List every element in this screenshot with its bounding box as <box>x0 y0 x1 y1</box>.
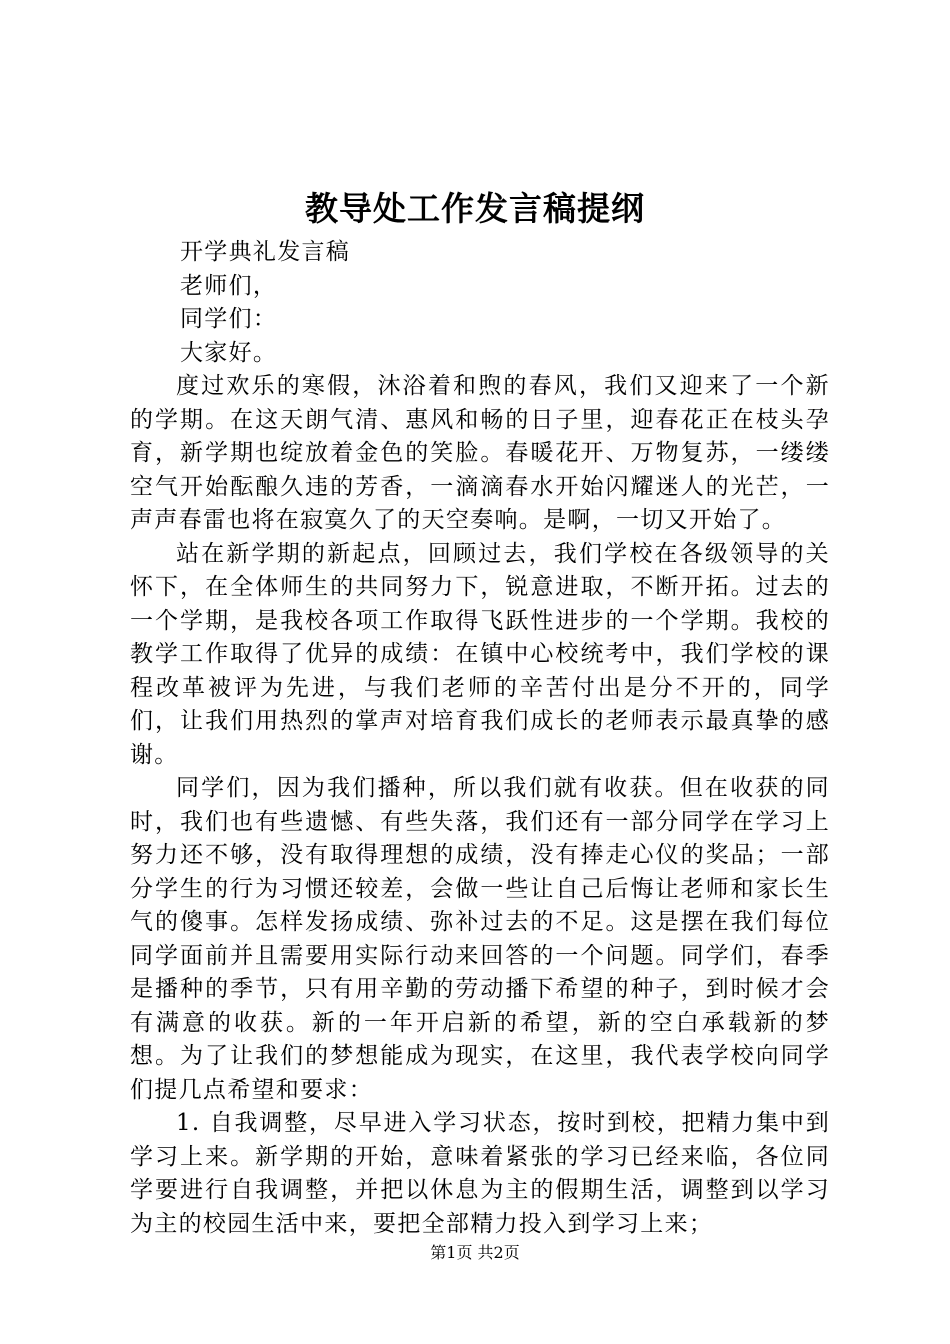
paragraph: 1. 自我调整，尽早进入学习状态，按时到校，把精力集中到学习上来。新学期的开始，意味着紧张的学习已经来临，各位同学要进行自我调整，并把以休息为主的假期生活，调整到以学习为主的校园生活中来，要把全部精力投入到学习上来； <box>130 1110 830 1237</box>
paragraph-greeting-students: 同学们： <box>180 306 278 332</box>
paragraph-greeting-teachers: 老师们， <box>180 272 278 299</box>
paragraph: 度过欢乐的寒假，沐浴着和煦的春风，我们又迎来了一个新的学期。在这天朗气清、惠风和畅的日子里，迎春花正在枝头孕育，新学期也绽放着金色的笑脸。春暖花开、万物复苏，一缕缕空气开始酝酿久违的芳香，一滴滴春水开始闪耀迷人的光芒，一声声春雷也将在寂寞久了的天空奏响。是啊，一切又开始了。 <box>130 373 830 533</box>
page-number-footer: 第1页 共2页 <box>430 1243 520 1262</box>
paragraph: 站在新学期的新起点，回顾过去，我们学校在各级领导的关怀下，在全体师生的共同努力下，锐意进取，不断开拓。过去的一个学期，是我校各项工作取得飞跃性进步的一个学期。我校的教学工作取得了优异的成绩：在镇中心校统考中，我们学校的课程改革被评为先进，与我们老师的辛苦付出是分不开的，同学们，让我们用热烈的掌声对培育我们成长的老师表示最真挚的感谢。 <box>130 540 830 768</box>
document-title: 教导处工作发言稿提纲 <box>305 189 645 228</box>
paragraph-heading: 开学典礼发言稿 <box>180 239 351 265</box>
paragraph: 同学们，因为我们播种，所以我们就有收获。但在收获的同时，我们也有些遗憾、有些失落，我们还有一部分同学在学习上努力还不够，没有取得理想的成绩，没有捧走心仪的奖品；一部分学生的行为习惯还较差，会做一些让自己后悔让老师和家长生气的傻事。怎样发扬成绩、弥补过去的不足。这是摆在我们每位同学面前并且需要用实际行动来回答的一个问题。同学们，春季是播种的季节，只有用辛勤的劳动播下希望的种子，到时候才会有满意的收获。新的一年开启新的希望，新的空白承载新的梦想。为了让我们的梦想能成为现实，在这里，我代表学校向同学们提几点希望和要求： <box>130 775 830 1103</box>
document-body <box>130 236 830 1241</box>
paragraph-greeting-all: 大家好。 <box>180 339 278 366</box>
